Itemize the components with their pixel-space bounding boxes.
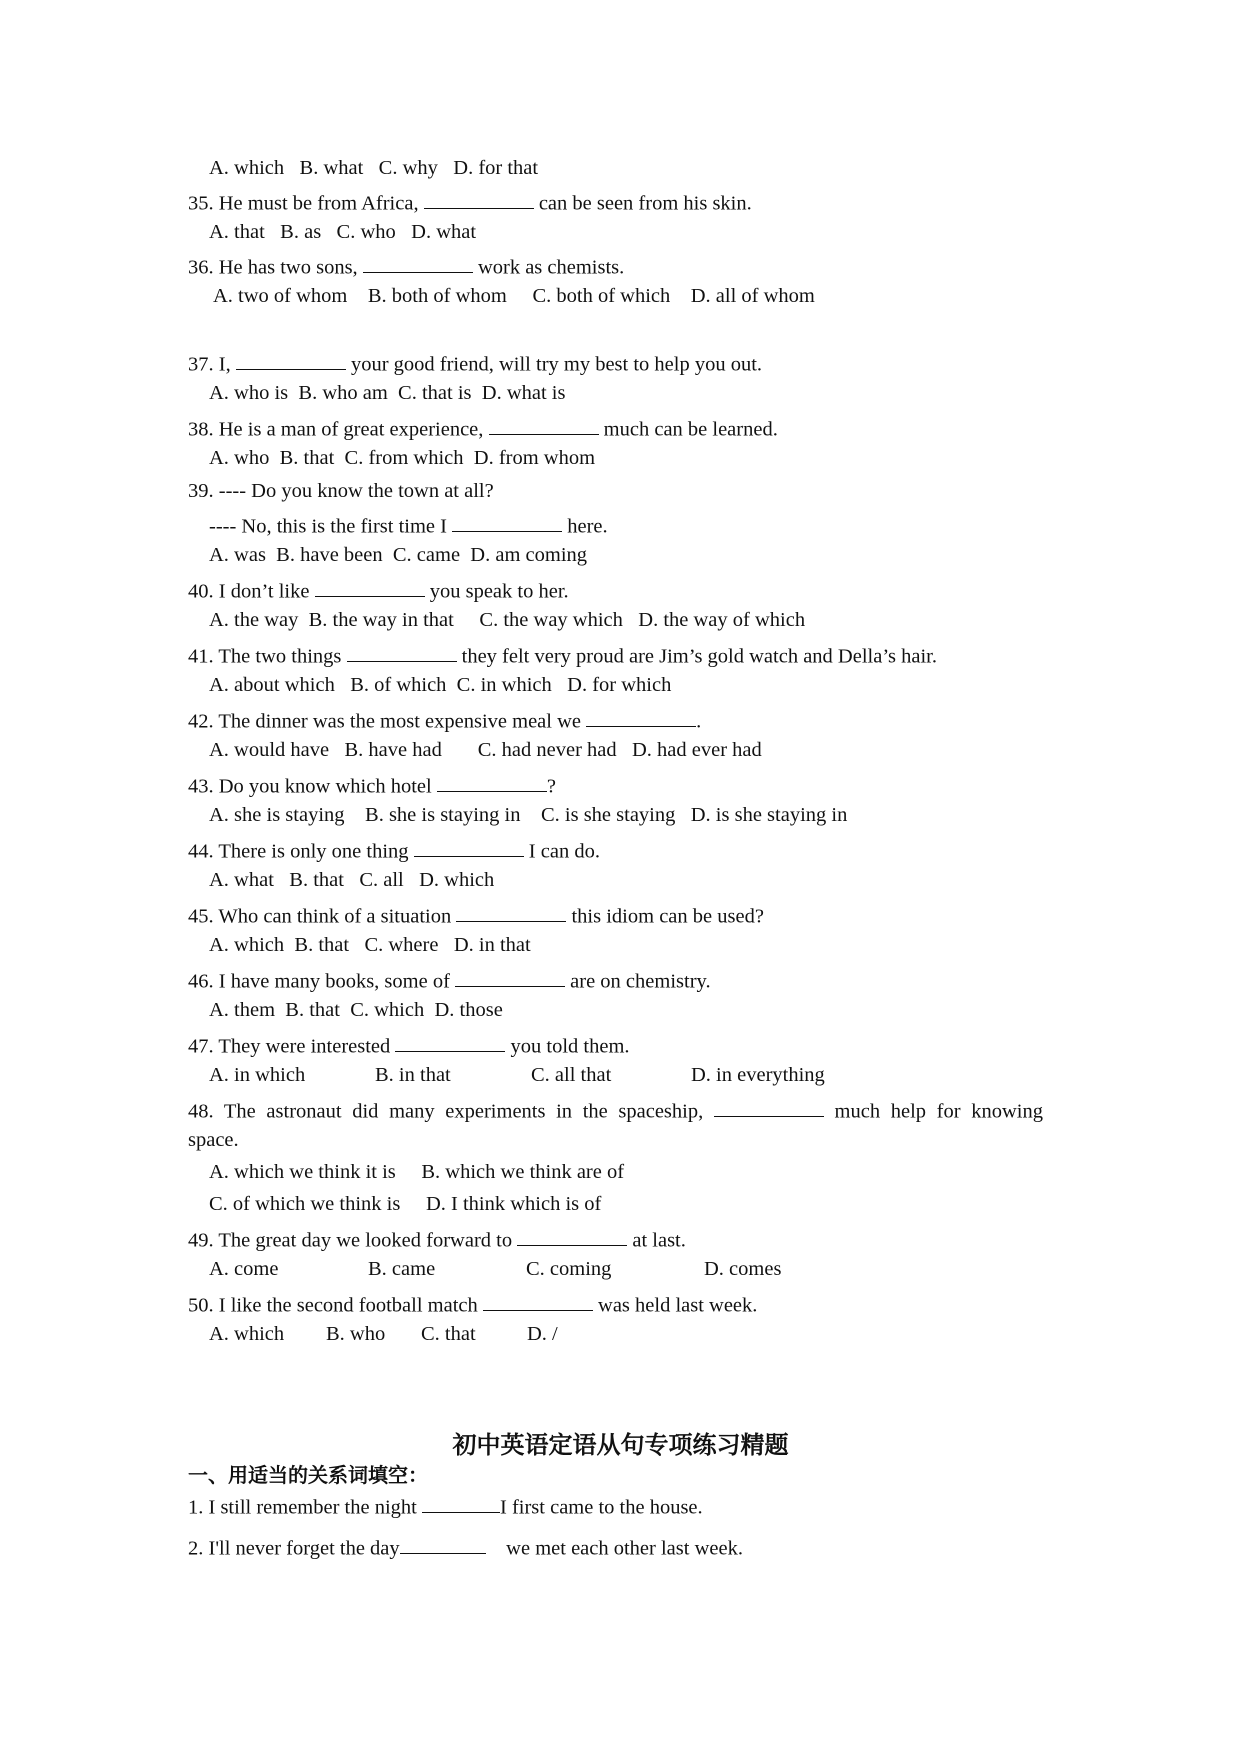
answer-blank[interactable] — [517, 1227, 627, 1246]
answer-blank[interactable] — [489, 416, 599, 435]
option-q50-b: B. who — [326, 1323, 386, 1345]
option-q49-a: A. come — [209, 1258, 279, 1280]
options-q36: A. two of whom B. both of whom C. both of which D. all of whom — [209, 285, 815, 307]
answer-blank[interactable] — [236, 351, 346, 370]
answer-blank[interactable] — [347, 643, 457, 662]
options-q48-row1: A. which we think it is B. which we think are of — [209, 1161, 625, 1183]
options-q45: A. which B. that C. where D. in that — [209, 934, 531, 956]
question-36: 36. He has two sons, work as chemists. — [188, 254, 624, 278]
question-39: 39. ---- Do you know the town at all? — [188, 480, 494, 502]
question-42: 42. The dinner was the most expensive meal we . — [188, 708, 701, 732]
answer-blank[interactable] — [424, 190, 534, 209]
options-q39: A. was B. have been C. came D. am coming — [209, 544, 588, 566]
answer-blank[interactable] — [455, 968, 565, 987]
question-48-line2: space. — [188, 1129, 239, 1151]
answer-blank[interactable] — [714, 1098, 824, 1117]
question-43: 43. Do you know which hotel ? — [188, 773, 556, 797]
option-q47-b: B. in that — [375, 1064, 451, 1086]
section-heading: 一、用适当的关系词填空： — [188, 1463, 428, 1487]
options-q41: A. about which B. of which C. in which D. for which — [209, 674, 672, 696]
options-q42: A. would have B. have had C. had never had D. had ever had — [209, 739, 762, 761]
option-q47-a: A. in which — [209, 1064, 306, 1086]
question-47: 47. They were interested you told them. — [188, 1033, 630, 1057]
answer-blank[interactable] — [414, 838, 524, 857]
question-40: 40. I don’t like you speak to her. — [188, 578, 569, 602]
answer-blank[interactable] — [452, 513, 562, 532]
question-38: 38. He is a man of great experience, much can be learned. — [188, 416, 778, 440]
answer-blank[interactable] — [437, 773, 547, 792]
answer-blank[interactable] — [483, 1292, 593, 1311]
options-q48-row2: C. of which we think is D. I think which is of — [209, 1193, 602, 1215]
answer-blank[interactable] — [400, 1535, 486, 1554]
exercise-1: 1. I still remember the night I first came to the house. — [188, 1494, 703, 1518]
option-q50-a: A. which — [209, 1323, 285, 1345]
question-48: 48. The astronaut did many experiments in the spaceship, much help for knowing — [188, 1098, 1043, 1122]
question-45: 45. Who can think of a situation this idiom can be used? — [188, 903, 764, 927]
answer-blank[interactable] — [315, 578, 425, 597]
option-q49-d: D. comes — [704, 1258, 782, 1280]
question-41: 41. The two things they felt very proud are Jim’s gold watch and Della’s hair. — [188, 643, 937, 667]
question-37: 37. I, your good friend, will try my best to help you out. — [188, 351, 762, 375]
options-q40: A. the way B. the way in that C. the way which D. the way of which — [209, 609, 806, 631]
options-q34: A. which B. what C. why D. for that — [209, 157, 539, 179]
question-50: 50. I like the second football match was held last week. — [188, 1292, 757, 1316]
options-q46: A. them B. that C. which D. those — [209, 999, 503, 1021]
question-35: 35. He must be from Africa, can be seen from his skin. — [188, 190, 752, 214]
answer-blank[interactable] — [422, 1494, 500, 1513]
option-q50-c: C. that — [421, 1323, 476, 1345]
answer-blank[interactable] — [395, 1033, 505, 1052]
answer-blank[interactable] — [456, 903, 566, 922]
exercise-2: 2. I'll never forget the day we met each other last week. — [188, 1535, 743, 1559]
answer-blank[interactable] — [363, 254, 473, 273]
option-q49-c: C. coming — [526, 1258, 612, 1280]
options-q44: A. what B. that C. all D. which — [209, 869, 495, 891]
options-q43: A. she is staying B. she is staying in C. is she staying D. is she staying in — [209, 804, 848, 826]
options-q38: A. who B. that C. from which D. from whom — [209, 447, 596, 469]
option-q49-b: B. came — [368, 1258, 436, 1280]
option-q47-d: D. in everything — [691, 1064, 825, 1086]
option-q50-d: D. / — [527, 1323, 558, 1345]
options-q37: A. who is B. who am C. that is D. what is — [209, 382, 566, 404]
option-q47-c: C. all that — [531, 1064, 612, 1086]
question-49: 49. The great day we looked forward to at last. — [188, 1227, 686, 1251]
section-title: 初中英语定语从句专项练习精题 — [452, 1430, 789, 1459]
question-44: 44. There is only one thing I can do. — [188, 838, 600, 862]
answer-blank[interactable] — [586, 708, 696, 727]
question-39-reply: ---- No, this is the first time I here. — [209, 513, 608, 537]
options-q35: A. that B. as C. who D. what — [209, 221, 477, 243]
question-46: 46. I have many books, some of are on chemistry. — [188, 968, 711, 992]
